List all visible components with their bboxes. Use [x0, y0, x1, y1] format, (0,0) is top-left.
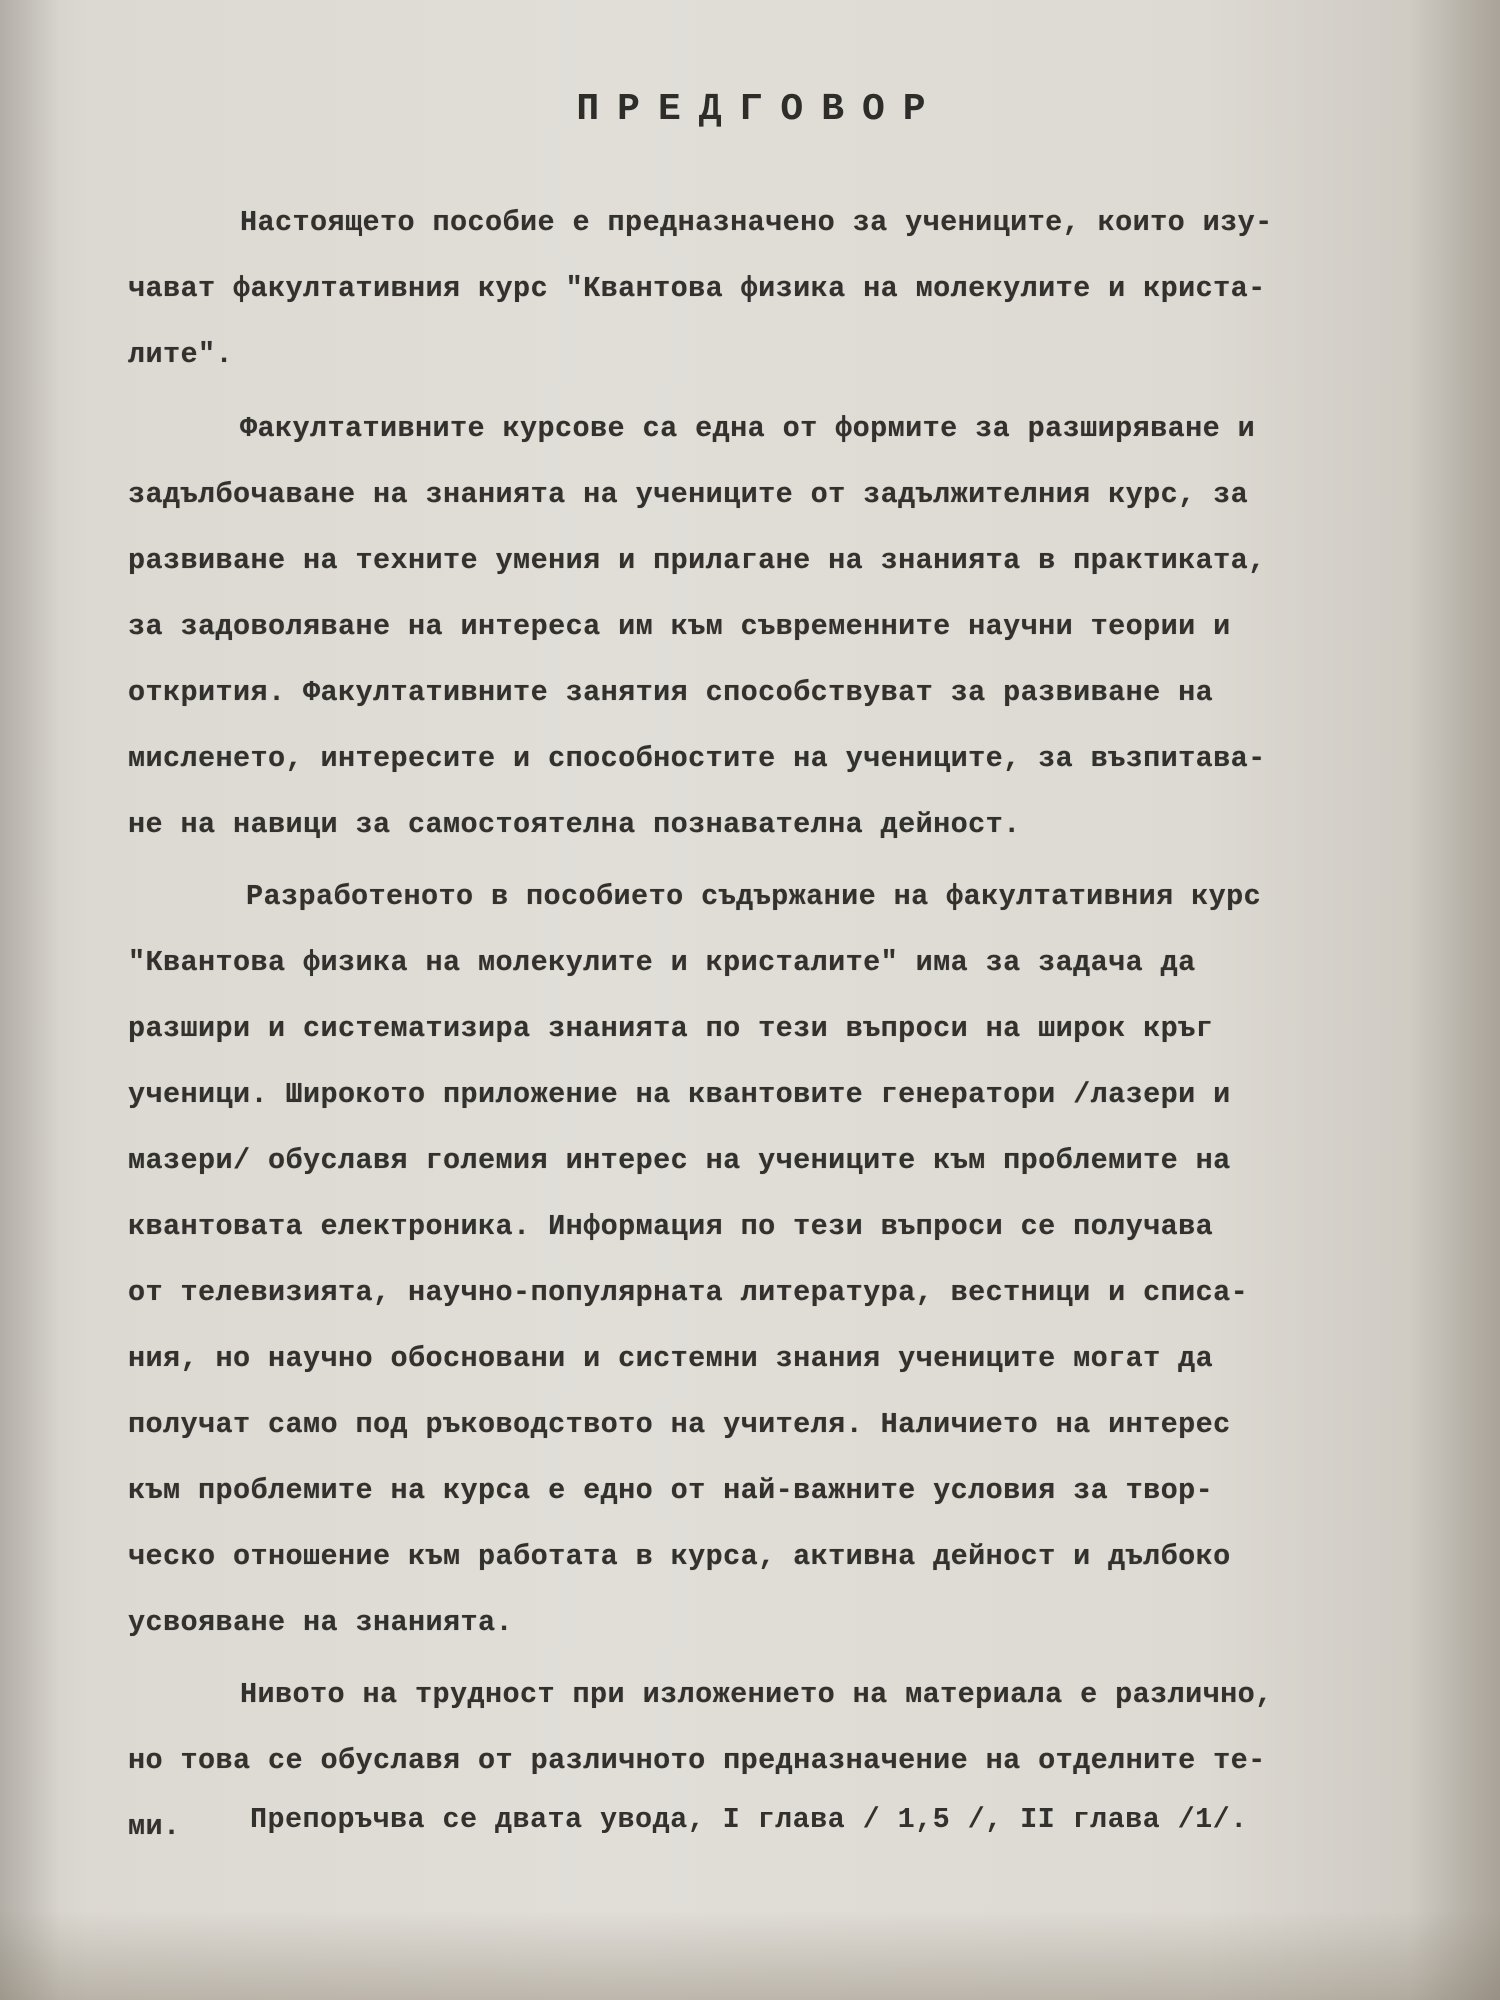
document-body — [128, 190, 1418, 1860]
paragraph-3-line-4: ученици. Широкото приложение на квантовите генератори /лазери и — [128, 1078, 1231, 1111]
paragraph-3-line-8: ния, но научно обосновани и системни знания учениците могат да — [128, 1342, 1214, 1375]
paragraph-3-line-6: квантовата електроника. Информация по тези въпроси се получава — [128, 1210, 1214, 1243]
paragraph-5-line-1: Препоръчва се двата увода, I глава / 1,5 /, II глава /1/. — [250, 1803, 1248, 1836]
paragraph-1-line-3: лите". — [128, 338, 234, 371]
paragraph-2-line-1: Факултативните курсове са една от формите за разширяване и — [240, 412, 1256, 445]
paragraph-3-line-2: "Квантова физика на молекулите и кристалите" има за задача да — [128, 946, 1196, 979]
paragraph-2-line-3: развиване на техните умения и прилагане на знанията в практиката, — [128, 544, 1266, 577]
paragraph-2-line-7: не на навици за самостоятелна познавателна дейност. — [128, 808, 1021, 841]
paragraph-3-line-1: Разработеното в пособието съдържание на факултативния курс — [246, 880, 1262, 913]
page-edge-shadow-bottom — [0, 1910, 1500, 2000]
paragraph-2-line-4: за задоволяване на интереса им към съвременните научни теории и — [128, 610, 1231, 643]
paragraph-1-line-2: чават факултативния курс "Квантова физика на молекулите и криста- — [128, 272, 1266, 305]
paragraph-4-line-2: но това се обуславя от различното предназначение на отделните те- — [128, 1744, 1266, 1777]
paragraph-3-line-3: разшири и систематизира знанията по тези въпроси на широк кръг — [128, 1012, 1214, 1045]
paragraph-3-line-11: ческо отношение към работата в курса, активна дейност и дълбоко — [128, 1540, 1231, 1573]
paragraph-3-line-5: мазери/ обуславя големия интерес на учениците към проблемите на — [128, 1144, 1231, 1177]
page-edge-shadow-left — [0, 0, 60, 2000]
paragraph-4-line-3: ми. — [128, 1810, 181, 1843]
paragraph-2-line-2: задълбочаване на знанията на учениците от задължителния курс, за — [128, 478, 1249, 511]
page-title: ПРЕДГОВОР — [576, 88, 944, 131]
paragraph-3-line-7: от телевизията, научно-популярната литература, вестници и списа- — [128, 1276, 1249, 1309]
paragraph-2-line-6: мисленето, интересите и способностите на учениците, за възпитава- — [128, 742, 1266, 775]
page-edge-shadow-right — [1410, 0, 1500, 2000]
paragraph-3-line-12: усвояване на знанията. — [128, 1606, 514, 1639]
paragraph-3-line-10: към проблемите на курса е едно от най-важните условия за твор- — [128, 1474, 1214, 1507]
paragraph-1-line-1: Настоящето пособие е предназначено за учениците, които изу- — [240, 206, 1273, 239]
paragraph-3-line-9: получат само под ръководството на учителя. Наличието на интерес — [128, 1408, 1231, 1441]
paragraph-2-line-5: открития. Факултативните занятия способствуват за развиване на — [128, 676, 1214, 709]
paragraph-4-line-1: Нивото на трудност при изложението на материала е различно, — [240, 1678, 1273, 1711]
